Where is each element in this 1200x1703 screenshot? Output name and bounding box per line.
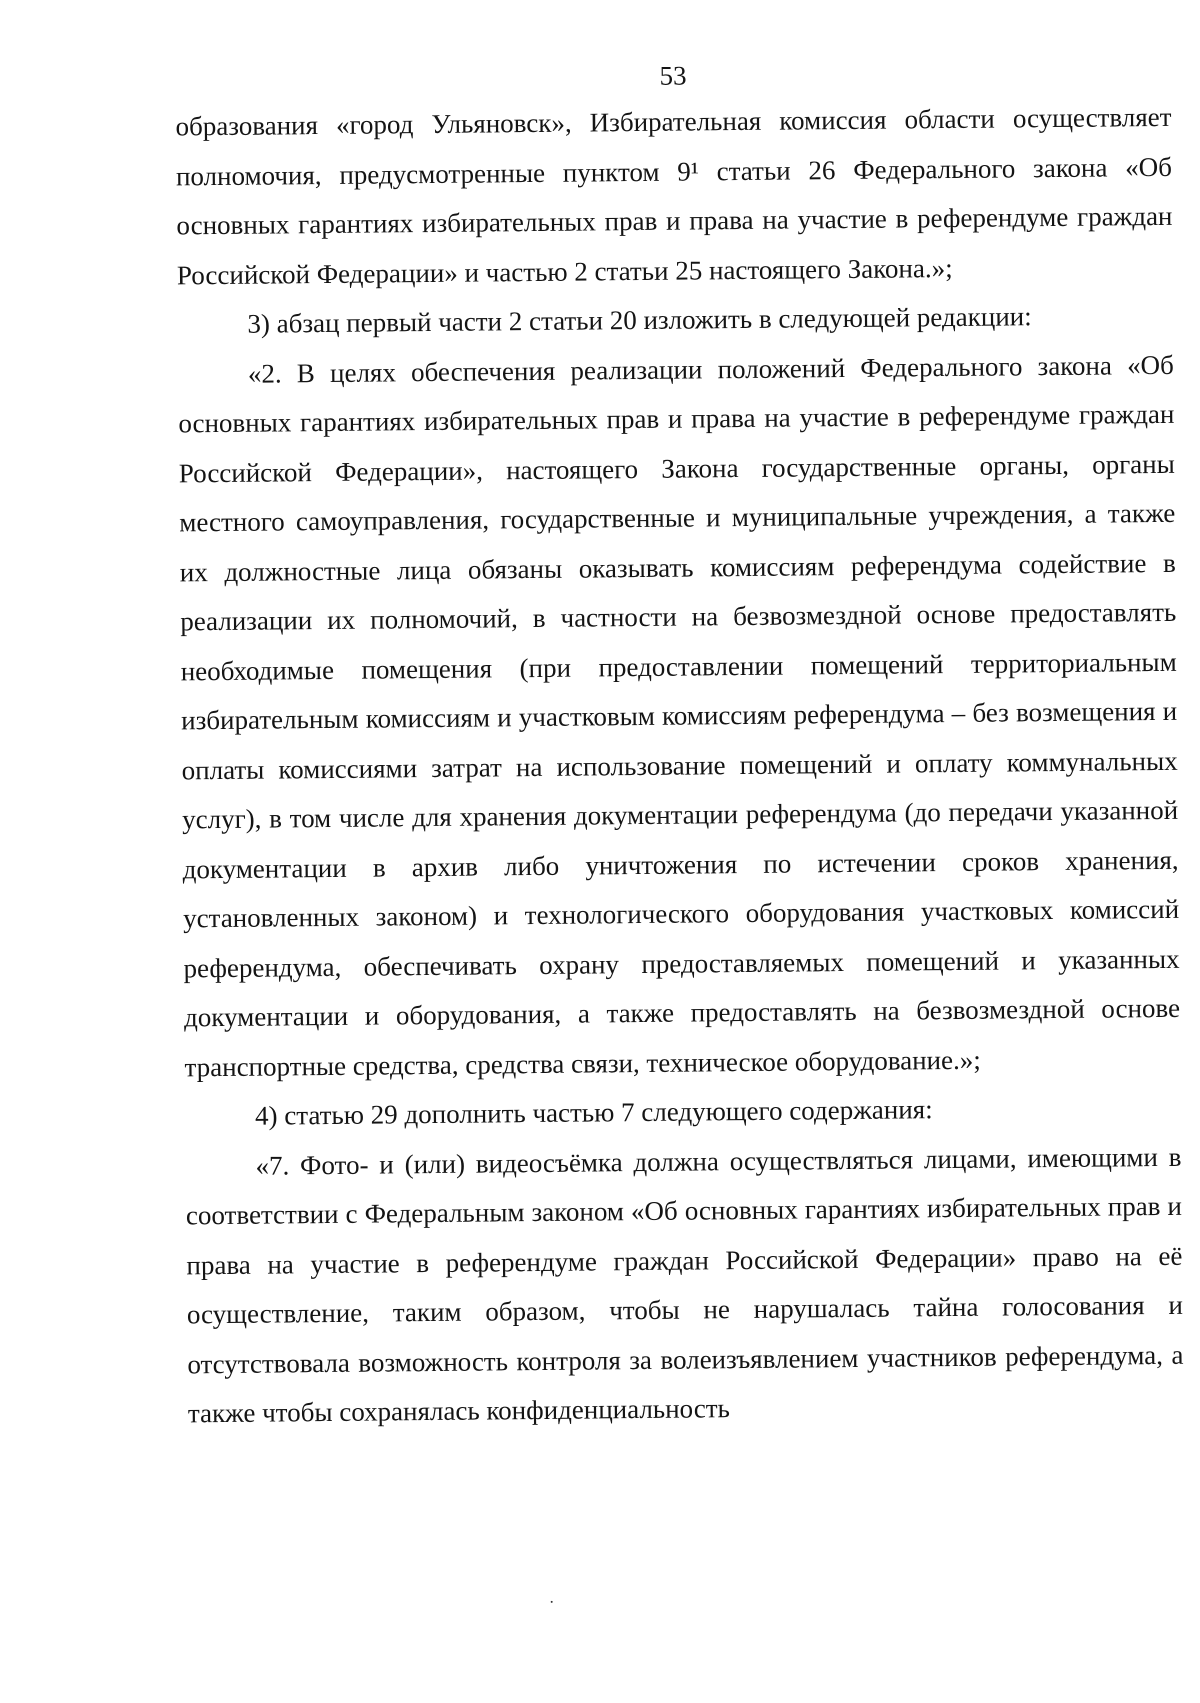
- paragraph-amendment-4: 4) статью 29 дополнить частью 7 следующего содержания:: [254, 1094, 933, 1131]
- paragraph-quoted-part-2: «2. В целях обеспечения реализации положений Федерального закона «Об основных гарантиях избирательных прав и права на участие в референдуме граждан Российской Федерации», настоящего Закона государственные органы, органы местного самоуправления, государственные и муниципальные учреждения, а также их должностные лица обязаны оказывать комиссиям референдума содействие в реализации их полномочий, в частности на безвозмездной основе предоставлять необходимые помещения (при предоставлении помещений территориальным избирательным комиссиям и участковым комиссиям референдума – без возмещения и оплаты комиссиями затрат на использование помещений и оплату коммунальных услуг), в том числе для хранения документации референдума (до передачи указанной документации в архив либо уничтожения по истечении сроков хранения, установленных законом) и технологического оборудования участковых комиссий референдума, обеспечивать охрану предоставляемых помещений и указанных документации и оборудования, а также предоставлять на безвозмездной основе транспортные средства, средства связи, техническое оборудование.»;: [178, 349, 1181, 1082]
- page-number: 53: [659, 60, 687, 91]
- paragraph-continuation: образования «город Ульяновск», Избирательная комиссия области осуществляет полномочия, предусмотренные пунктом 9¹ статьи 26 Федерального закона «Об основных гарантиях избирательных прав и права на участие в референдуме граждан Российской Федерации» и частью 2 статьи 25 настоящего Закона.»;: [175, 101, 1173, 290]
- scan-dot: [551, 1601, 553, 1603]
- paragraph-amendment-3: 3) абзац первый части 2 статьи 20 изложить в следующей редакции:: [247, 301, 1032, 339]
- document-body: [175, 93, 1184, 1439]
- paragraph-quoted-part-7: «7. Фото- и (или) видеосъёмка должна осуществляться лицами, имеющими в соответствии с Федеральным законом «Об основных гарантиях избирательных прав и права на участие в референдуме граждан Российской Федерации» право на её осуществление, таким образом, чтобы не нарушалась тайна голосования и отсутствовала возможность контроля за волеизъявлением участников референдума, а также чтобы сохранялась конфиденциальность: [185, 1141, 1184, 1429]
